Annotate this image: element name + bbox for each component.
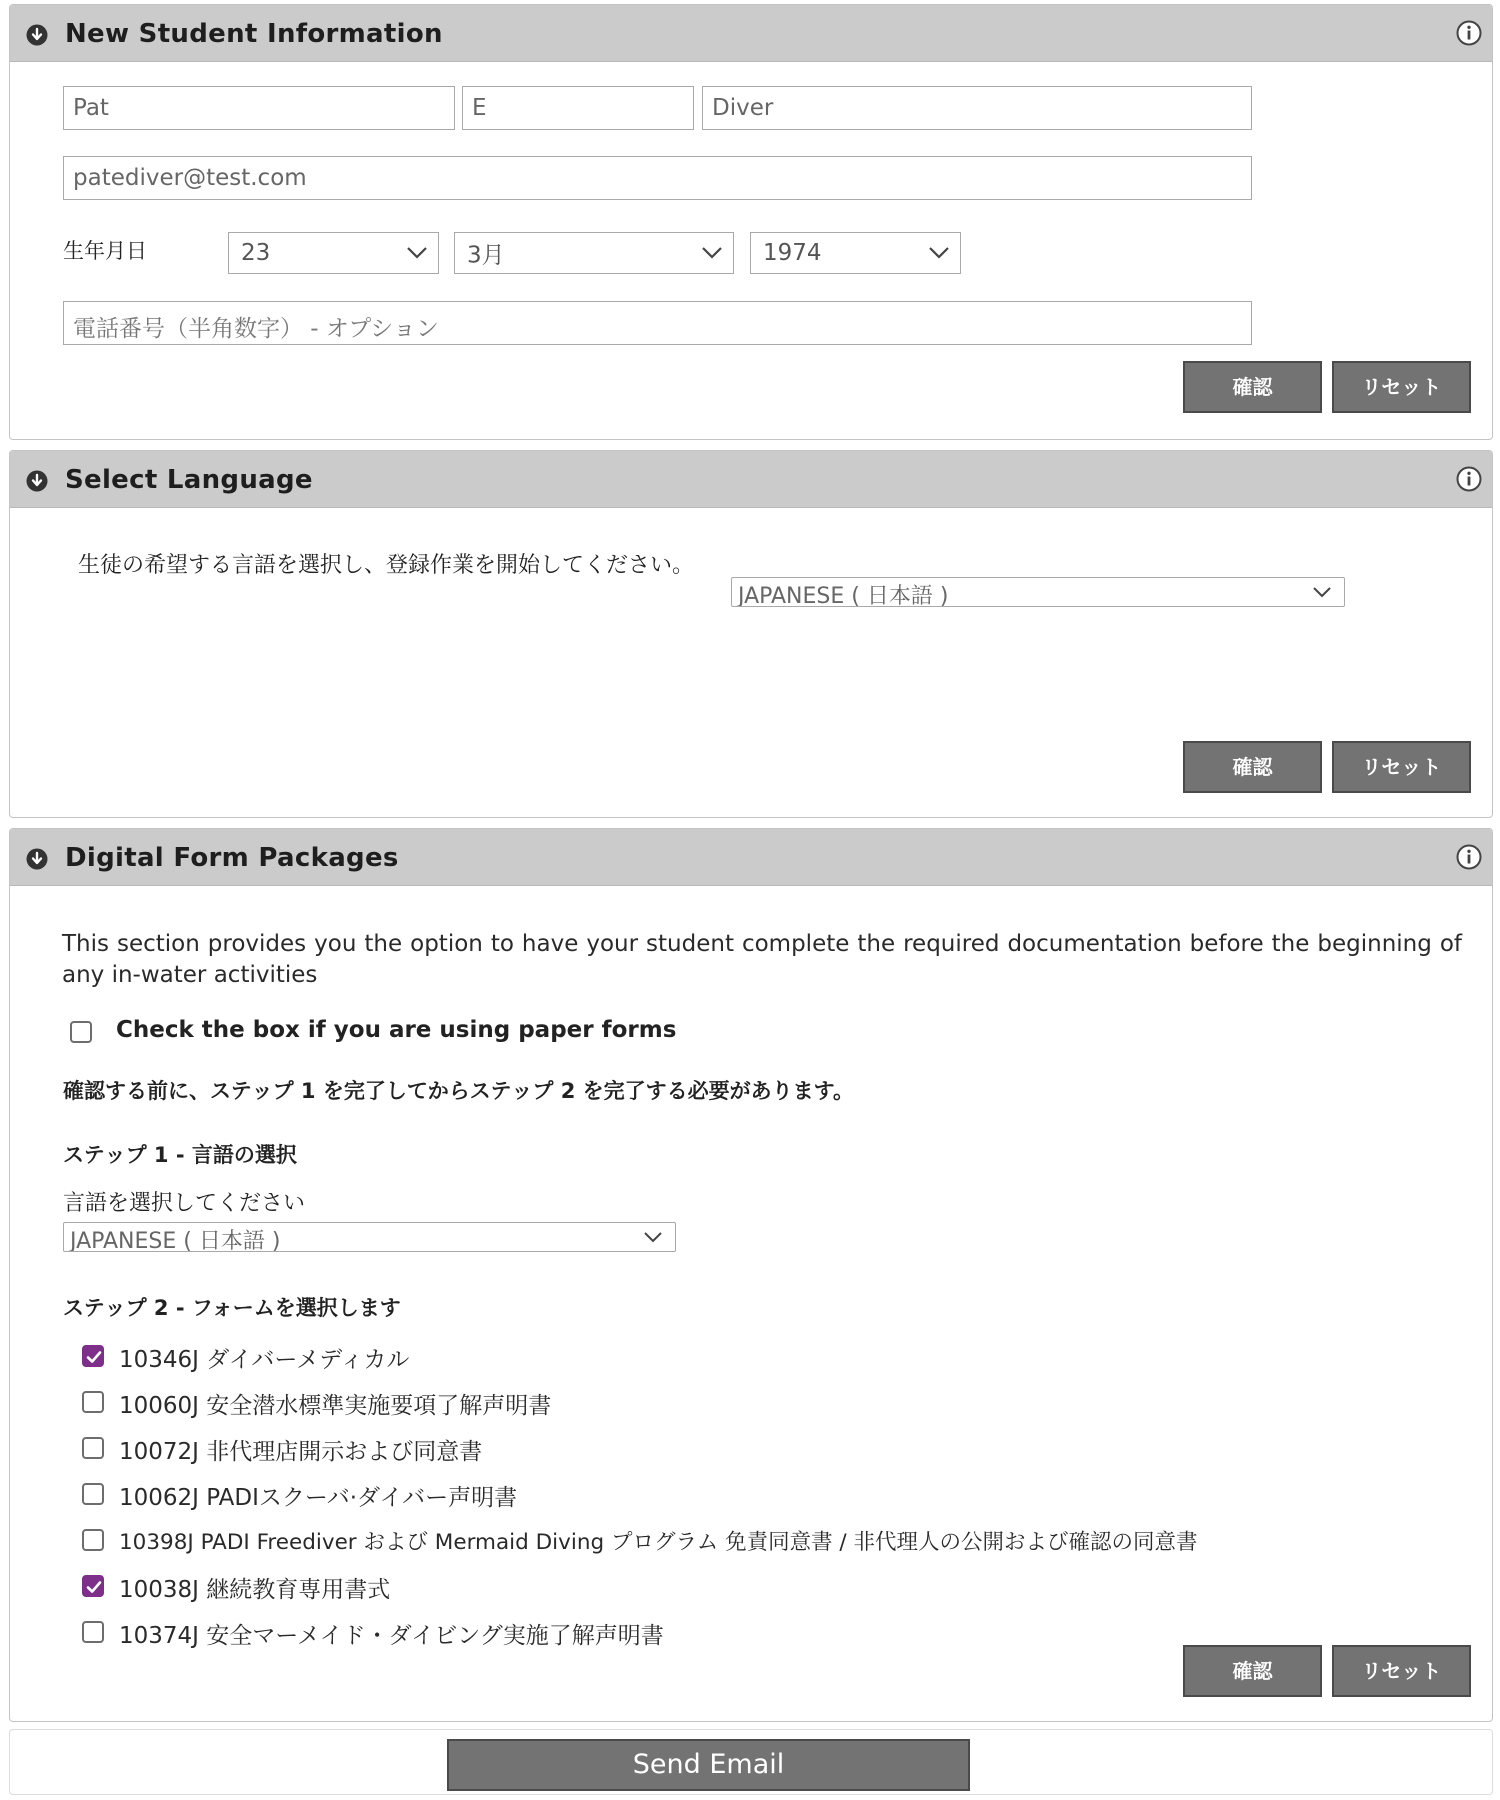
new-student-title: New Student Information: [65, 19, 443, 49]
form-label: 10346J ダイバーメディカル: [119, 1347, 410, 1373]
select-language-panel: [9, 450, 1493, 818]
collapse-arrow-icon[interactable]: [26, 470, 48, 492]
form-checkbox-10398j[interactable]: [82, 1529, 104, 1551]
digital-forms-title: Digital Form Packages: [65, 843, 399, 873]
paper-forms-checkbox[interactable]: [70, 1021, 92, 1043]
info-icon[interactable]: [1456, 20, 1482, 46]
form-checkbox-10060j[interactable]: [82, 1391, 104, 1413]
step1-language-select[interactable]: [63, 1222, 676, 1252]
packages-confirm-button[interactable]: 確認: [1183, 1645, 1322, 1697]
checkmark-icon: [85, 1348, 103, 1366]
paper-forms-label: Check the box if you are using paper forms: [116, 1017, 677, 1043]
form-label: 10060J 安全潜水標準実施要項了解声明書: [119, 1393, 552, 1419]
checkmark-icon: [85, 1578, 103, 1596]
middle-name-input[interactable]: E: [462, 86, 694, 130]
form-checkbox-10062j[interactable]: [82, 1483, 104, 1505]
form-label: 10374J 安全マーメイド・ダイビング実施了解声明書: [119, 1623, 664, 1649]
digital-forms-panel: [9, 828, 1493, 1722]
form-label: 10038J 継続教育専用書式: [119, 1577, 391, 1603]
dob-label: 生年月日: [63, 239, 147, 263]
form-checkbox-10038j[interactable]: [82, 1575, 104, 1597]
language-reset-button[interactable]: リセット: [1332, 741, 1471, 793]
form-label: 10072J 非代理店開示および同意書: [119, 1439, 483, 1465]
collapse-arrow-icon[interactable]: [26, 848, 48, 870]
steps-notice: 確認する前に、ステップ 1 を完了してからステップ 2 を完了する必要があります。: [63, 1079, 854, 1103]
language-confirm-button[interactable]: 確認: [1183, 741, 1322, 793]
send-email-button[interactable]: Send Email: [447, 1739, 970, 1791]
first-name-input[interactable]: Pat: [63, 86, 455, 130]
packages-reset-button[interactable]: リセット: [1332, 1645, 1471, 1697]
language-select-value: JAPANESE ( 日本語 ): [738, 584, 949, 607]
form-label: 10062J PADIスクーバ·ダイバー声明書: [119, 1485, 518, 1511]
select-language-header[interactable]: [10, 451, 1492, 508]
packages-description: This section provides you the option to have your student complete the required documentation before the beginning of any in-water activities: [62, 931, 1462, 988]
form-checkbox-10346j[interactable]: [82, 1345, 104, 1367]
form-checkbox-10374j[interactable]: [82, 1621, 104, 1643]
dob-day-select[interactable]: [228, 232, 439, 274]
info-icon[interactable]: [1456, 466, 1482, 492]
form-label: 10398J PADI Freediver および Mermaid Diving プログラム 免責同意書 / 非代理人の公開および確認の同意書: [119, 1530, 1198, 1555]
select-language-title: Select Language: [65, 465, 313, 495]
chevron-down-icon: [406, 246, 428, 260]
phone-input[interactable]: 電話番号（半角数字） - オプション: [63, 301, 1252, 345]
language-instruction: 生徒の希望する言語を選択し、登録作業を開始してください。: [78, 553, 695, 578]
digital-forms-header[interactable]: [10, 829, 1492, 886]
step1-label: 言語を選択してください: [63, 1191, 306, 1216]
chevron-down-icon: [643, 1231, 663, 1243]
student-reset-button[interactable]: リセット: [1332, 361, 1471, 413]
dob-month-select[interactable]: [454, 232, 734, 274]
chevron-down-icon: [701, 246, 723, 260]
dob-month-value: 3月: [467, 242, 505, 269]
form-checkbox-10072j[interactable]: [82, 1437, 104, 1459]
chevron-down-icon: [1312, 586, 1332, 598]
last-name-input[interactable]: Diver: [702, 86, 1252, 130]
student-confirm-button[interactable]: 確認: [1183, 361, 1322, 413]
step1-heading: ステップ 1 - 言語の選択: [63, 1143, 297, 1167]
new-student-header[interactable]: [10, 5, 1492, 62]
new-student-panel: [9, 4, 1493, 440]
info-icon[interactable]: [1456, 844, 1482, 870]
step1-language-value: JAPANESE ( 日本語 ): [70, 1229, 281, 1252]
language-select[interactable]: [731, 577, 1345, 607]
dob-day-value: 23: [241, 240, 271, 266]
collapse-arrow-icon[interactable]: [26, 24, 48, 46]
dob-year-select[interactable]: [750, 232, 961, 274]
step2-heading: ステップ 2 - フォームを選択します: [63, 1296, 401, 1320]
email-input[interactable]: patediver@test.com: [63, 156, 1252, 200]
dob-year-value: 1974: [763, 240, 822, 266]
chevron-down-icon: [928, 246, 950, 260]
